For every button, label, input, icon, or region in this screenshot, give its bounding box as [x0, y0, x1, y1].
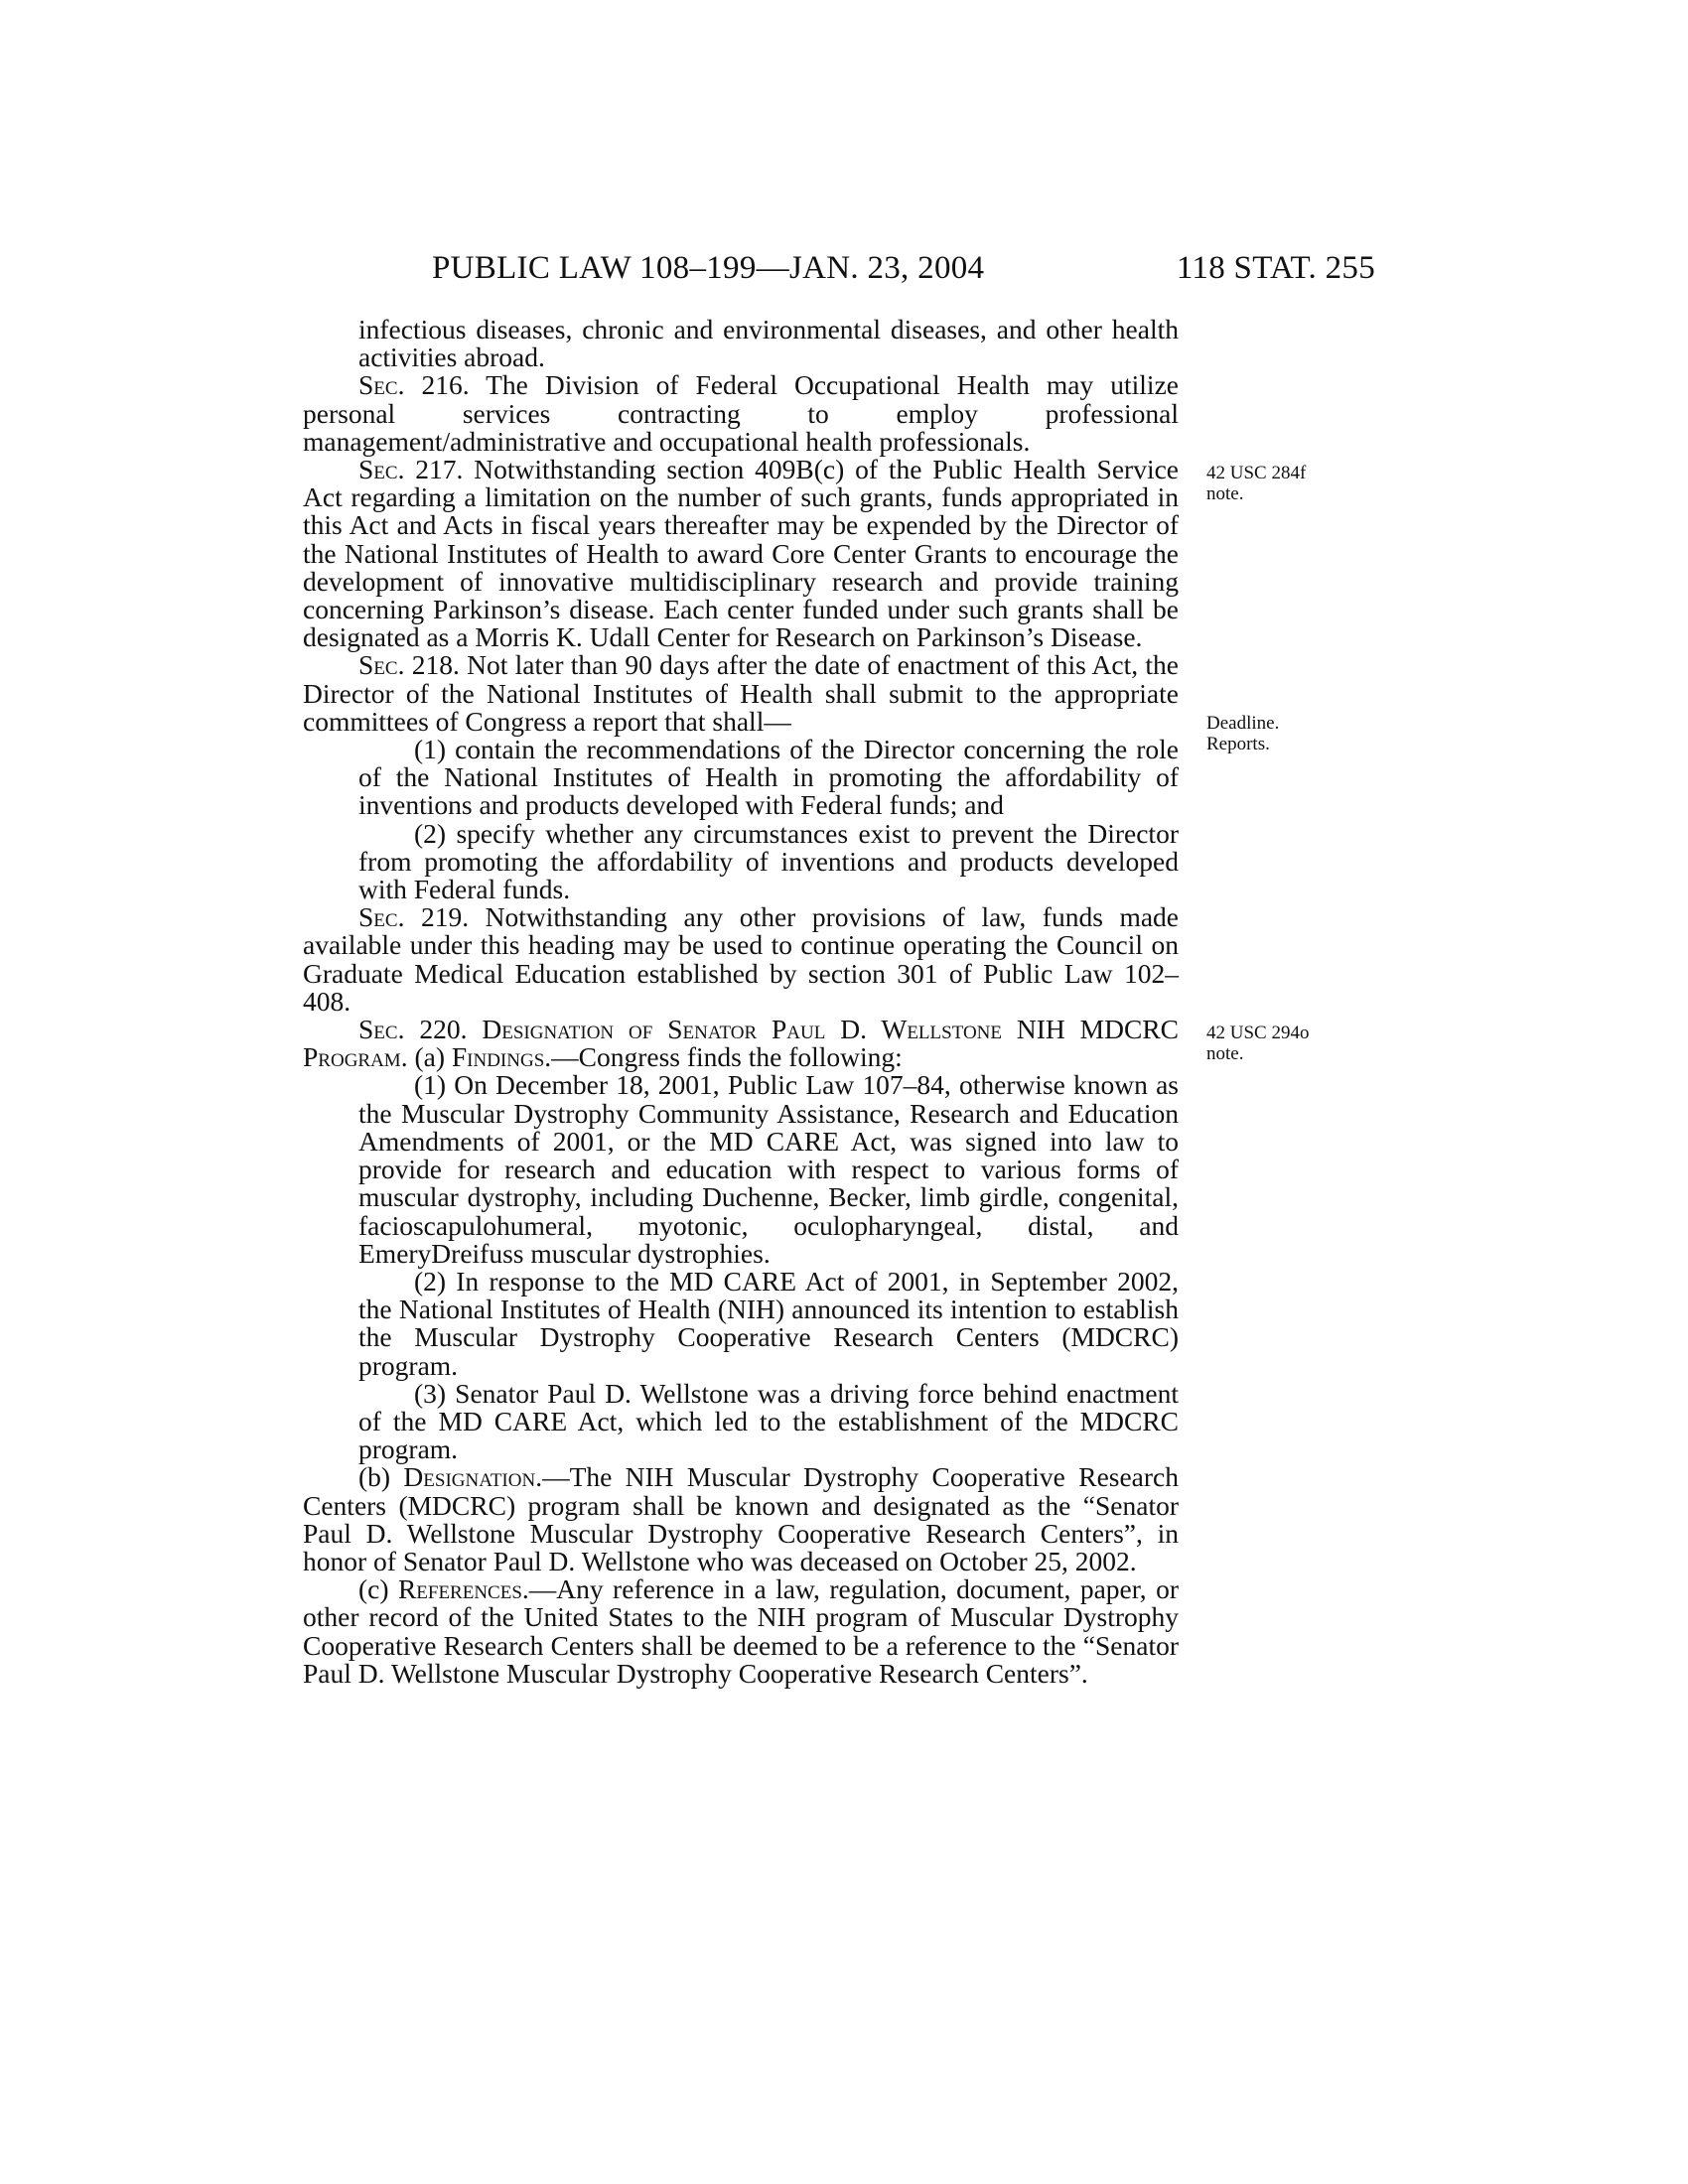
- section-220-heading: Designation of Senator Paul D. Wellstone NIH MDCRC Program.: [303, 1014, 1180, 1073]
- finding-3: (3) Senator Paul D. Wellstone was a driving force behind enactment of the MD CARE Act, which led to the establishment of the MDCRC program.: [358, 1377, 1179, 1465]
- margin-note-deadline: Deadline. Reports.: [1206, 713, 1280, 754]
- section-218: Sec. 218. Not later than 90 days after the date of enactment of this Act, the Director of the National Institutes of Health shall submit to the appropriate committees of Congress a report that shall—: [303, 649, 1179, 737]
- body-text: [303, 316, 1179, 1688]
- subsection-c-references: (c) References.—Any reference in a law, regulation, document, paper, or other record of the United States to the NIH program of Muscular Dystrophy Cooperative Research Centers shall be deemed to be a reference to the “Senator Paul D. Wellstone Muscular Dystrophy Cooperative Research Centers”.: [303, 1573, 1179, 1689]
- section-220: Sec. 220. Designation of Senator Paul D. Wellstone NIH MDCRC Program. (a) Findings.—Congress finds the following:: [303, 1014, 1180, 1073]
- section-216: Sec. 216. The Division of Federal Occupational Health may utilize personal services contracting to employ professional management/administrative and occupational health professionals.: [303, 369, 1179, 457]
- subsection-b-designation: (b) Designation.—The NIH Muscular Dystrophy Cooperative Research Centers (MDCRC) program shall be known and designated as the “Senator Paul D. Wellstone Muscular Dystrophy Cooperative Research Centers”, in honor of Senator Paul D. Wellstone who was deceased on October 25, 2002.: [303, 1461, 1179, 1576]
- margin-note-usc-294o: 42 USC 294o note.: [1206, 1023, 1310, 1064]
- paragraph-continuation: infectious diseases, chronic and environmental diseases, and other health activities abroad.: [358, 314, 1179, 373]
- section-217: Sec. 217. Notwithstanding section 409B(c) of the Public Health Service Act regarding a limitation on the number of such grants, funds appropriated in this Act and Acts in fiscal years thereafter may be expended by the Director of the National Institutes of Health to award Core Center Grants to encourage the development of innovative multidisciplinary research and provide training concerning Parkinson’s disease. Each center funded under such grants shall be designated as a Morris K. Udall Center for Research on Parkinson’s Disease.: [303, 454, 1179, 653]
- section-218-item-2: (2) specify whether any circumstances exist to prevent the Director from promoting the affordability of inventions and products developed with Federal funds.: [358, 817, 1179, 905]
- statute-page-number: 118 STAT. 255: [1176, 250, 1375, 286]
- section-219: Sec. 219. Notwithstanding any other provisions of law, funds made available under this heading may be used to continue operating the Council on Graduate Medical Education established by section 301 of Public Law 102–408.: [303, 901, 1179, 1017]
- finding-2: (2) In response to the MD CARE Act of 2001, in September 2002, the National Institutes of Health (NIH) announced its intention to establish the Muscular Dystrophy Cooperative Research Centers (MDCRC) program.: [358, 1265, 1179, 1381]
- margin-note-usc-284f: 42 USC 284f note.: [1206, 463, 1307, 504]
- section-218-item-1: (1) contain the recommendations of the Director concerning the role of the National Institutes of Health in promoting the affordability of inventions and products developed with Federal funds; and: [358, 734, 1179, 821]
- public-law-title: PUBLIC LAW 108–199—JAN. 23, 2004: [432, 250, 985, 286]
- finding-1: (1) On December 18, 2001, Public Law 107–84, otherwise known as the Muscular Dystrophy Community Assistance, Research and Education Amendments of 2001, or the MD CARE Act, was signed into law to provide for research and education with respect to various forms of muscular dystrophy, including Duchenne, Becker, limb girdle, congenital, facioscapulohumeral, myotonic, oculopharyngeal, distal, and EmeryDreifuss muscular dystrophies.: [358, 1069, 1179, 1269]
